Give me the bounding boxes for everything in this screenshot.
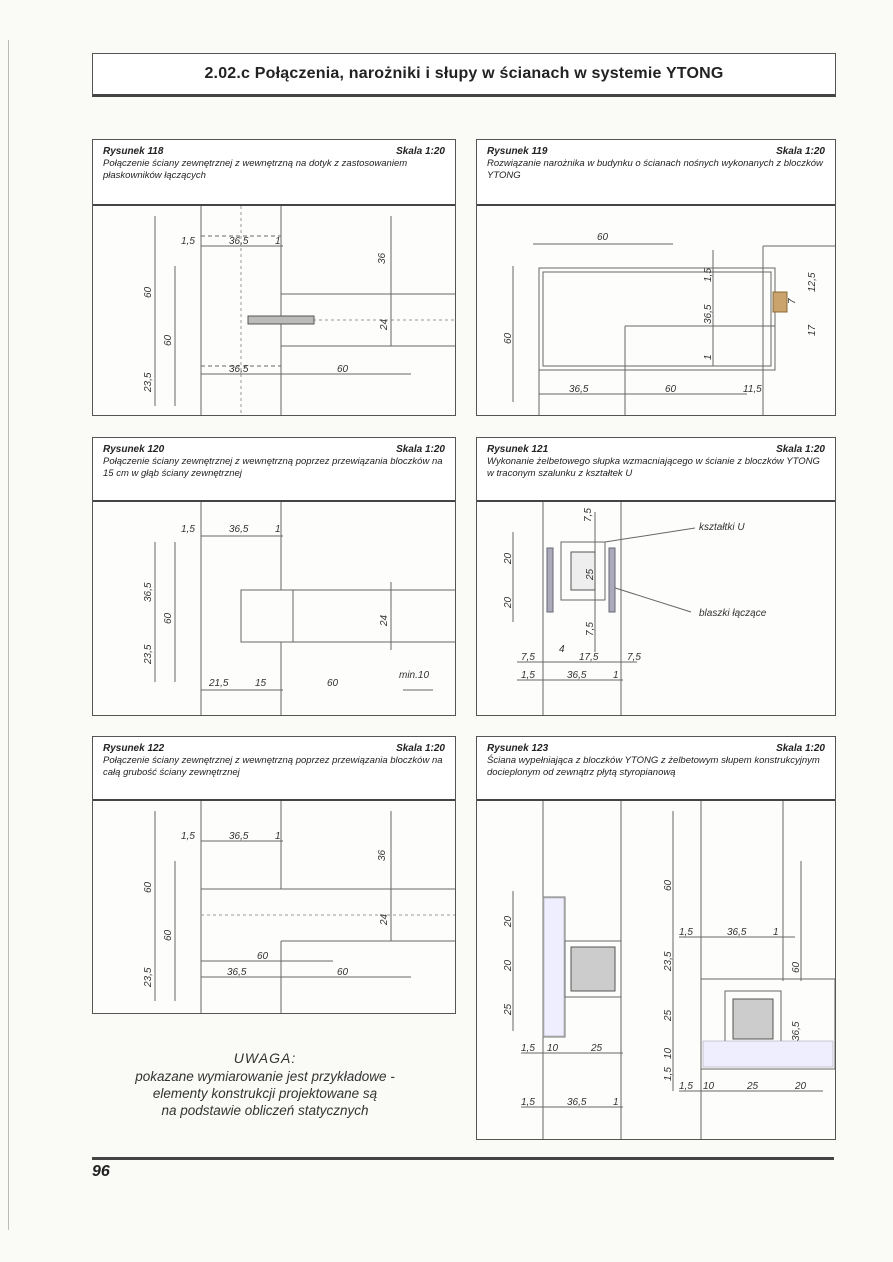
dim-label: 60 — [327, 678, 339, 689]
dim-label: 36,5 — [569, 384, 589, 395]
dim-label: 60 — [143, 286, 154, 298]
dim-label: 60 — [791, 961, 802, 973]
dim-label: 1 — [773, 927, 779, 938]
dim-label: 1 — [275, 524, 281, 535]
dim-label: 36,5 — [227, 967, 247, 978]
callout-label: blaszki łączące — [699, 608, 767, 619]
dim-label: 1 — [613, 1097, 619, 1108]
figure-121 — [476, 437, 836, 716]
dim-label: 1,5 — [521, 670, 535, 681]
dim-label: 20 — [795, 1081, 807, 1092]
dim-label: 10 — [663, 1047, 674, 1059]
figure-title: Rysunek 118 — [103, 146, 164, 157]
dim-label: 36,5 — [567, 1097, 587, 1108]
dim-label: 25 — [591, 1043, 603, 1054]
section-title: 2.02.c Połączenia, narożniki i słupy w ścianach w systemie YTONG — [204, 65, 724, 82]
dim-label: 11,5 — [743, 384, 762, 395]
dim-label: 36,5 — [703, 304, 714, 324]
dim-label: 60 — [503, 332, 514, 344]
figure-title: Rysunek 119 — [487, 146, 548, 157]
dim-label: 1,5 — [181, 831, 195, 842]
page-number: 96 — [92, 1163, 110, 1180]
figure-118 — [92, 139, 456, 416]
dim-label: 20 — [503, 959, 514, 971]
dim-label: 1,5 — [521, 1043, 535, 1054]
note-line: pokazane wymiarowanie jest przykładowe - — [135, 1069, 395, 1084]
dim-label: 1,5 — [521, 1097, 535, 1108]
note-box — [110, 1050, 420, 1119]
dim-label: 7,5 — [627, 652, 641, 663]
figure-caption — [477, 737, 835, 801]
dim-label: 25 — [663, 1009, 674, 1021]
dim-label: 23,5 — [663, 951, 674, 971]
figure-description: Wykonanie żelbetowego słupka wzmacniającego w ścianie z bloczków YTONG w traconym szalunku z kształtek U — [487, 456, 820, 479]
dim-label: 7,5 — [583, 508, 594, 522]
dim-label: 10 — [547, 1043, 559, 1054]
figure-120 — [92, 437, 456, 716]
dim-label: 1,5 — [663, 1067, 674, 1081]
figure-caption — [93, 140, 455, 206]
drawing-122 — [93, 801, 455, 1013]
dim-label: 7,5 — [521, 652, 535, 663]
figure-scale: Skala 1:20 — [776, 444, 825, 455]
figure-119 — [476, 139, 836, 416]
dim-label: 25 — [503, 1003, 514, 1015]
figure-scale: Skala 1:20 — [396, 444, 445, 455]
dim-label: 12,5 — [807, 272, 818, 292]
note-title: UWAGA: — [233, 1050, 297, 1066]
dim-label: 36 — [377, 849, 388, 861]
figure-description: Połączenie ściany zewnętrznej z wewnętrzną poprzez przewiązania bloczków na całą grubość ściany zewnętrznej — [103, 755, 443, 778]
figure-description: Ściana wypełniająca z bloczków YTONG z żelbetowym słupem konstrukcyjnym docieplonym od zewnątrz płytą styropianową — [487, 755, 820, 778]
figure-description: Połączenie ściany zewnętrznej z wewnętrzną poprzez przewiązania bloczków na 15 cm w głąb ściany zewnętrznej — [103, 456, 443, 479]
dim-label: 60 — [163, 612, 174, 624]
figure-title: Rysunek 120 — [103, 444, 165, 455]
drawing-120 — [93, 502, 455, 715]
figure-scale: Skala 1:20 — [396, 146, 445, 157]
footer-rule — [92, 1157, 834, 1160]
dim-label: 17,5 — [579, 652, 599, 663]
dim-label: 36 — [377, 252, 388, 264]
figure-122 — [92, 736, 456, 1014]
dim-label: 60 — [337, 364, 349, 375]
dim-label: 1,5 — [679, 927, 693, 938]
dim-label: 25 — [747, 1081, 759, 1092]
page-edge — [8, 40, 9, 1230]
dim-label: 36,5 — [791, 1021, 802, 1041]
drawing-121 — [477, 502, 835, 715]
dim-label: 23,5 — [143, 644, 154, 664]
dim-label: 60 — [597, 232, 609, 243]
dim-label: 1 — [613, 670, 619, 681]
dim-label: 20 — [503, 915, 514, 927]
figure-caption — [93, 438, 455, 502]
section-header — [92, 53, 836, 97]
dim-label: 36,5 — [727, 927, 747, 938]
dim-label: 4 — [559, 644, 565, 655]
dim-label: 17 — [807, 324, 818, 336]
dim-label: 20 — [503, 596, 514, 608]
dim-label: 36,5 — [229, 236, 249, 247]
dim-label: 36,5 — [229, 831, 249, 842]
dim-label: 25 — [585, 568, 596, 580]
dim-label: 1,5 — [679, 1081, 693, 1092]
dim-label: 1 — [275, 236, 281, 247]
dim-label: 10 — [703, 1081, 715, 1092]
figure-scale: Skala 1:20 — [776, 743, 825, 754]
drawing-123 — [477, 801, 835, 1139]
dim-label: 36,5 — [229, 524, 249, 535]
dim-label: 20 — [503, 552, 514, 564]
dim-label: 60 — [143, 881, 154, 893]
figure-caption — [477, 438, 835, 502]
figure-caption — [477, 140, 835, 206]
dim-label: 1,5 — [181, 524, 195, 535]
dim-label: 60 — [337, 967, 349, 978]
dim-label: 7 — [787, 298, 798, 304]
dim-label: 60 — [163, 334, 174, 346]
dim-label: 1,5 — [181, 236, 195, 247]
dim-label: 1,5 — [703, 268, 714, 282]
note-line: elementy konstrukcji projektowane są — [152, 1086, 378, 1101]
drawing-118 — [93, 206, 455, 415]
dim-label: 24 — [379, 913, 390, 925]
dim-label: 7,5 — [585, 622, 596, 636]
figure-title: Rysunek 123 — [487, 743, 549, 754]
figure-123 — [476, 736, 836, 1140]
dim-label: 60 — [665, 384, 677, 395]
dim-label: 1 — [703, 354, 714, 360]
dim-label: 60 — [163, 929, 174, 941]
dim-label: 24 — [379, 614, 390, 626]
dim-label: 36,5 — [143, 582, 154, 602]
figure-title: Rysunek 122 — [103, 743, 165, 754]
drawing-119 — [477, 206, 835, 415]
dim-label: 23,5 — [143, 372, 154, 392]
dim-label: 36,5 — [229, 364, 249, 375]
figure-caption — [93, 737, 455, 801]
note-line: na podstawie obliczeń statycznych — [161, 1103, 369, 1118]
dim-label: 60 — [663, 879, 674, 891]
figure-description: Połączenie ściany zewnętrznej z wewnętrzną na dotyk z zastosowaniem płaskowników łączących — [103, 158, 408, 181]
dim-label: 60 — [257, 951, 269, 962]
figure-description: Rozwiązanie narożnika w budynku o ścianach nośnych wykonanych z bloczków YTONG — [487, 158, 823, 181]
dim-label: min.10 — [399, 670, 430, 681]
dim-label: 23,5 — [143, 967, 154, 987]
callout-label: kształtki U — [699, 522, 745, 533]
dim-label: 21,5 — [209, 678, 229, 689]
dim-label: 15 — [255, 678, 267, 689]
dim-label: 36,5 — [567, 670, 587, 681]
dim-label: 1 — [275, 831, 281, 842]
figure-title: Rysunek 121 — [487, 444, 549, 455]
figure-scale: Skala 1:20 — [396, 743, 445, 754]
dim-label: 24 — [379, 318, 390, 330]
figure-scale: Skala 1:20 — [776, 146, 825, 157]
